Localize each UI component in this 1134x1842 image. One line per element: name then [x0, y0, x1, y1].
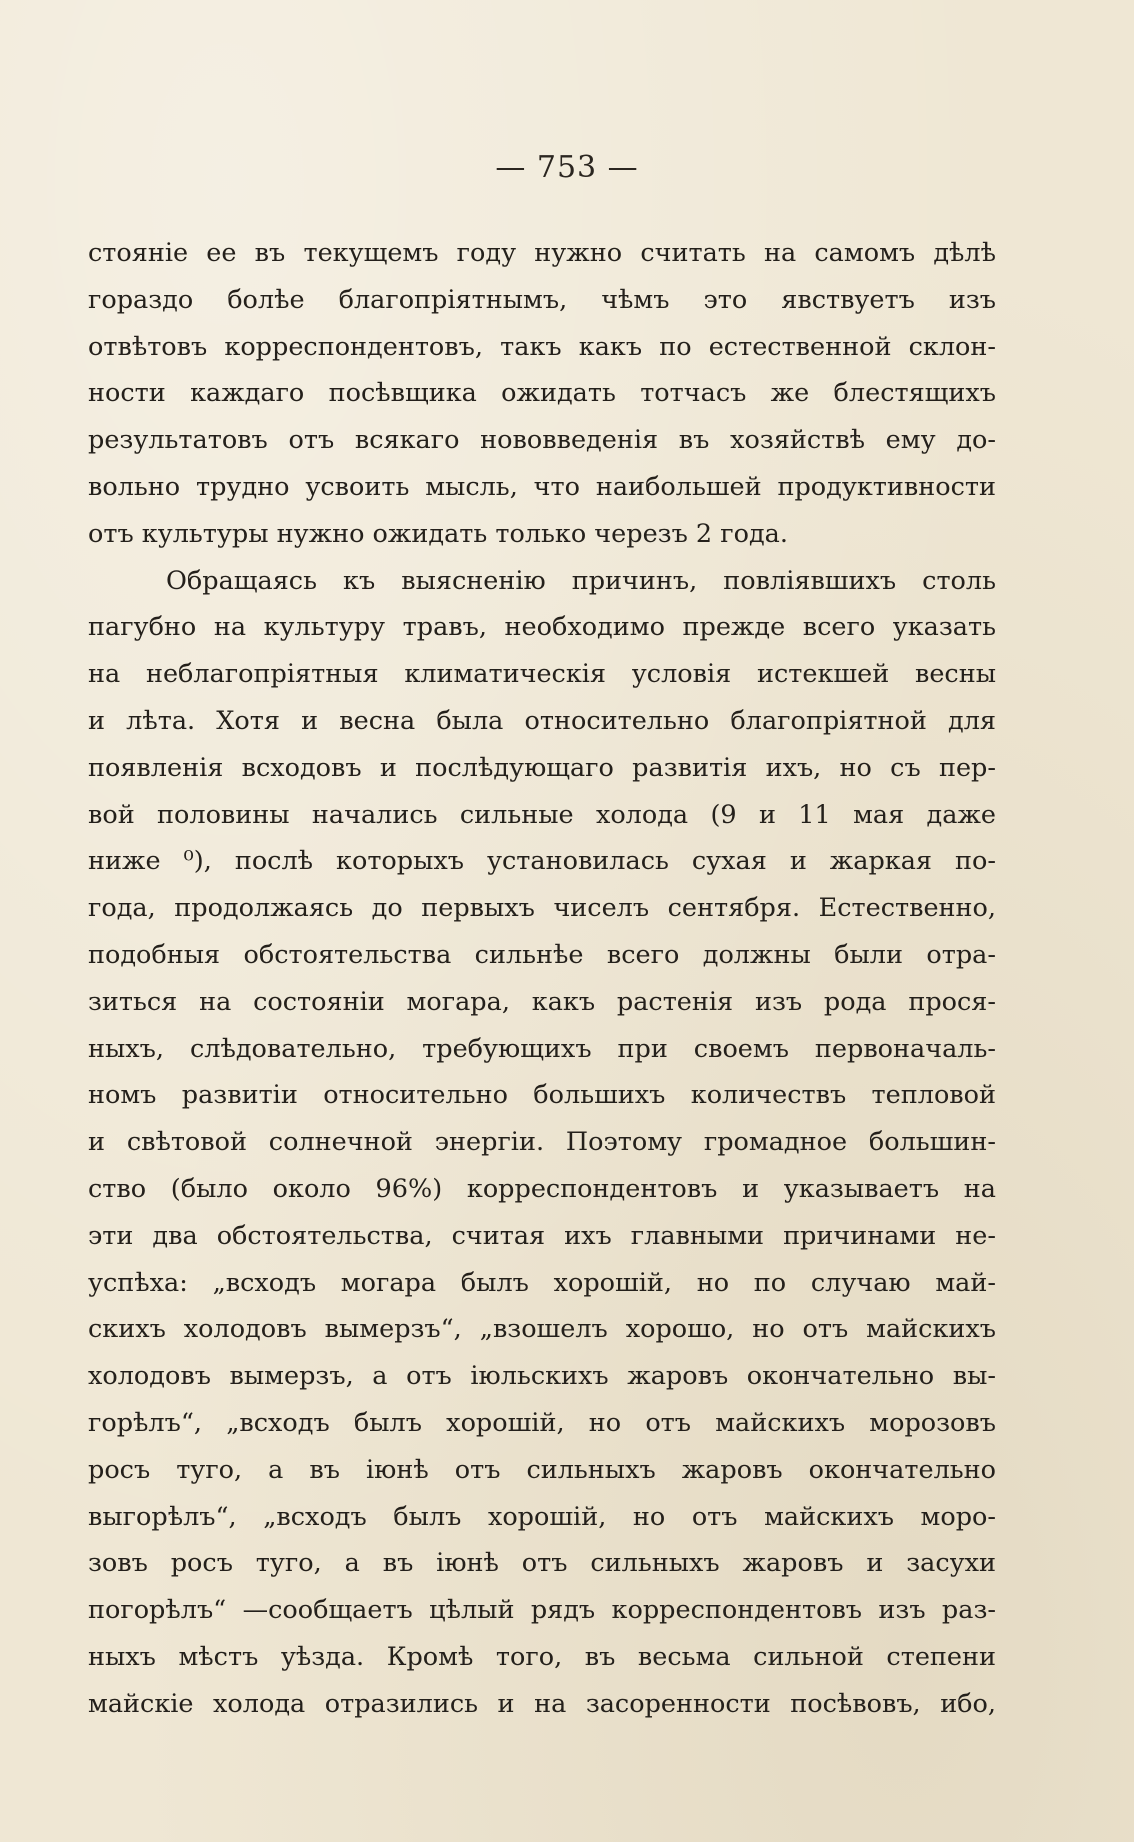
text-line: ныхъ мѣстъ уѣзда. Кромѣ того, въ весьма сильной степени	[88, 1641, 996, 1672]
text-line: вольно трудно усвоить мысль, что наибольшей продуктивности	[88, 471, 996, 502]
text-line: горѣлъ“, „всходъ былъ хорошій, но отъ майскихъ морозовъ	[88, 1407, 996, 1438]
text-line: на неблагопріятныя климатическія условія истекшей весны	[88, 659, 996, 690]
text-line: номъ развитіи относительно большихъ количествъ тепловой	[88, 1080, 996, 1111]
text-line: зиться на состояніи могара, какъ растенія изъ рода прося-	[88, 986, 996, 1017]
text-line: ство (было около 96%) корреспондентовъ и указываетъ на	[88, 1173, 996, 1204]
text-line: эти два обстоятельства, считая ихъ главными причинами не-	[88, 1220, 996, 1251]
text-line: майскіе холода отразились и на засоренности посѣвовъ, ибо,	[88, 1688, 996, 1719]
text-line: росъ туго, а въ іюнѣ отъ сильныхъ жаровъ окончательно	[88, 1454, 996, 1485]
text-line: года, продолжаясь до первыхъ чиселъ сентября. Естественно,	[88, 893, 996, 924]
text-line: Обращаясь къ выясненію причинъ, повліявшихъ столь	[166, 565, 996, 596]
text-line: результатовъ отъ всякаго нововведенія въ хозяйствѣ ему до-	[88, 425, 996, 456]
text-line: отвѣтовъ корреспондентовъ, такъ какъ по естественной склон-	[88, 331, 996, 362]
text-line: пагубно на культуру травъ, необходимо прежде всего указать	[88, 612, 996, 643]
text-line: погорѣлъ“ —сообщаетъ цѣлый рядъ корреспондентовъ изъ раз-	[88, 1595, 996, 1626]
text-line: скихъ холодовъ вымерзъ“, „взошелъ хорошо, но отъ майскихъ	[88, 1314, 996, 1345]
text-line: и свѣтовой солнечной энергіи. Поэтому громадное большин-	[88, 1127, 996, 1158]
text-line: холодовъ вымерзъ, а отъ іюльскихъ жаровъ окончательно вы-	[88, 1361, 996, 1392]
text-line: выгорѣлъ“, „всходъ былъ хорошій, но отъ майскихъ моро-	[88, 1501, 996, 1532]
text-line: стояніе ее въ текущемъ году нужно считать на самомъ дѣлѣ	[88, 238, 996, 268]
text-line: ныхъ, слѣдовательно, требующихъ при своемъ первоначаль-	[88, 1033, 996, 1064]
text-line: гораздо болѣе благопріятнымъ, чѣмъ это явствуетъ изъ	[88, 284, 996, 315]
text-line: ности каждаго посѣвщика ожидать тотчасъ же блестящихъ	[88, 378, 996, 409]
text-line: отъ культуры нужно ожидать только черезъ 2 года.	[88, 518, 788, 549]
text-line: ниже ⁰), послѣ которыхъ установилась сухая и жаркая по-	[88, 846, 996, 877]
text-line: успѣха: „всходъ могара былъ хорошій, но по случаю май-	[88, 1267, 996, 1298]
text-line: зовъ росъ туго, а въ іюнѣ отъ сильныхъ жаровъ и засухи	[88, 1548, 996, 1579]
text-line: и лѣта. Хотя и весна была относительно благопріятной для	[88, 705, 996, 736]
text-line: появленія всходовъ и послѣдующаго развитія ихъ, но съ пер-	[88, 752, 996, 783]
text-line: вой половины начались сильные холода (9 и 11 мая даже	[88, 799, 996, 830]
text-line: подобныя обстоятельства сильнѣе всего должны были отра-	[88, 939, 996, 970]
body-text	[88, 230, 996, 1728]
page-number: — 753 —	[495, 150, 639, 185]
